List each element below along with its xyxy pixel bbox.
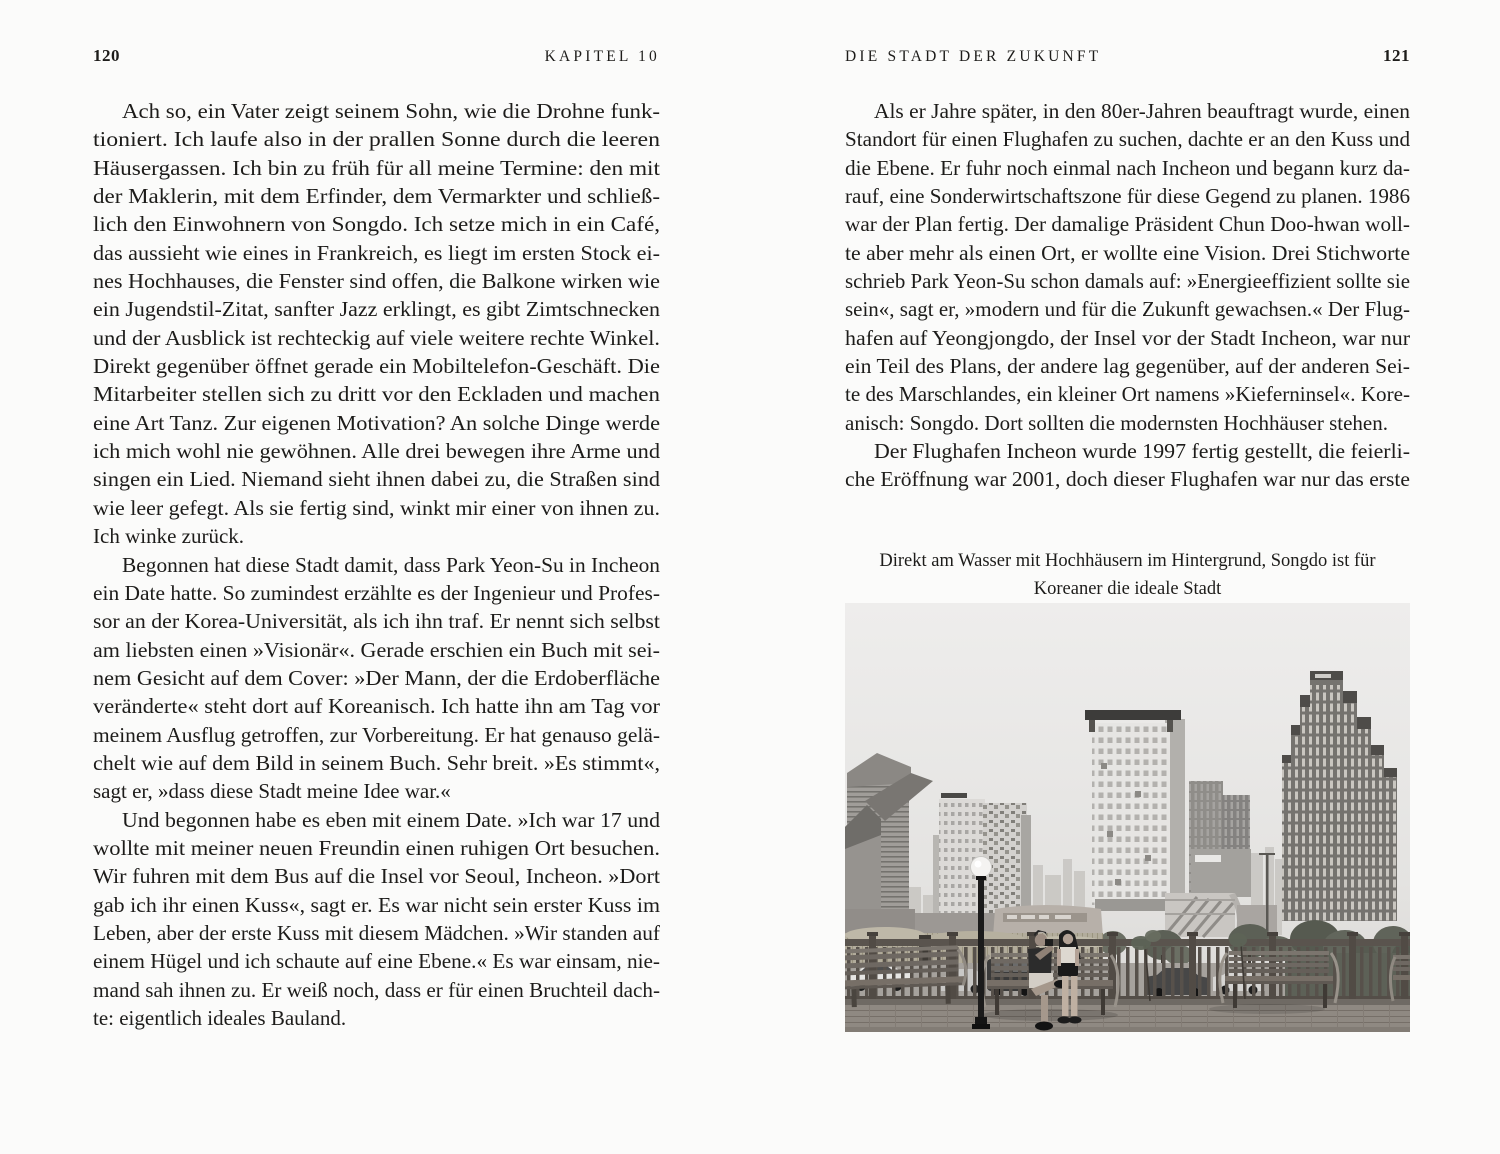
text-line: Leben, aber der erste Kuss mit diesem Mädchen. »Wir standen auf bbox=[93, 920, 660, 945]
text-line: ich mich wohl nie gewöhnen. Alle drei bewegen ihre Arme und bbox=[93, 439, 660, 464]
text-line: meinem Ausflug getroffen, zur Vorbereitung. Er hat genauso gelä- bbox=[93, 722, 660, 747]
right-page-header bbox=[845, 46, 1410, 68]
text-line: sor an der Korea-Universität, als ich ihn traf. Er nennt sich selbst bbox=[93, 609, 660, 634]
text-line: te aber mehr als einen Ort, er wollte eine Vision. Drei Stichworte bbox=[845, 240, 1410, 265]
text-line: ein Teil des Plans, der andere lag gegenüber, auf der anderen Sei- bbox=[845, 354, 1410, 379]
text-line: die Ebene. Er fuhr noch einmal nach Incheon und begann kurz da- bbox=[845, 155, 1410, 180]
text-line: Häusergassen. Ich bin zu früh für all meine Termine: den mit bbox=[93, 155, 660, 180]
text-line: lich den Einwohnern von Songdo. Ich setze mich in ein Café, bbox=[93, 212, 660, 237]
text-line: einem Hügel und ich schaute auf eine Ebene.« Es war einsam, nie- bbox=[93, 949, 660, 974]
text-line: und der Ausblick ist rechteckig auf viele weitere rechte Winkel. bbox=[93, 325, 660, 350]
text-line: rauf, eine Sonderwirtschaftszone für diese Gegend zu planen. 1986 bbox=[845, 184, 1410, 209]
text-line: schrieb Park Yeon-Su schon damals auf: »Energieeffizient sollte sie bbox=[845, 269, 1410, 294]
fence-top-rail bbox=[845, 939, 1410, 946]
text-line: das aussieht wie eines in Frankreich, es liegt im ersten Stock ei- bbox=[93, 240, 660, 265]
paragraph bbox=[845, 97, 1410, 437]
page-number-right: 121 bbox=[1383, 46, 1410, 65]
text-line: gab ich ihr einen Kuss«, sagt er. Es war nicht sein erster Kuss im bbox=[93, 892, 660, 917]
text-line: ein Date hatte. So zumindest erzählte es der Ingenieur und Profes- bbox=[93, 580, 661, 605]
left-page-body bbox=[93, 97, 660, 1032]
parking-garage bbox=[1165, 893, 1243, 937]
left-page-header bbox=[93, 46, 660, 68]
text-line: veränderte« steht dort auf Koreanisch. Ich hatte ihn am Tag vor bbox=[93, 694, 660, 719]
text-line: war der Plan fertig. Der damalige Präsident Chun Doo-hwan woll- bbox=[845, 212, 1410, 237]
text-line: mand sah ihnen zu. Er weiß noch, dass er für einen Bruchteil dach- bbox=[93, 977, 660, 1002]
text-line: te: eigentlich ideales Bauland. bbox=[93, 1006, 347, 1030]
text-line: che Eröffnung war 2001, doch dieser Flughafen war nur das erste bbox=[845, 467, 1410, 492]
text-line: chelt wie auf dem Bild in seinem Buch. Sehr breit. »Es stimmt«, bbox=[93, 750, 661, 775]
text-line: sagt er, »dass diese Stadt meine Idee war.« bbox=[93, 779, 451, 804]
text-line: te des Marschlandes, ein kleiner Ort namens »Kieferninsel«. Kore- bbox=[845, 382, 1410, 407]
text-line: wollte mit meiner neuen Freundin einen ruhigen Ort besuchen. bbox=[93, 835, 660, 860]
text-line: anisch: Songdo. Dort sollten die modernsten Hochhäuser stehen. bbox=[845, 410, 1388, 435]
glass-towers bbox=[1189, 781, 1251, 897]
text-line: ein Jugendstil-Zitat, sanfter Jazz erklingt, es gibt Zimtschnecken bbox=[93, 297, 660, 322]
central-white-tower bbox=[1085, 710, 1185, 911]
left-page bbox=[93, 0, 660, 1154]
text-line: Begonnen hat diese Stadt damit, dass Park Yeon-Su in Incheon bbox=[122, 552, 660, 577]
figure-caption bbox=[845, 548, 1410, 603]
caption-line: Direkt am Wasser mit Hochhäusern im Hintergrund, Songdo ist für bbox=[879, 551, 1376, 571]
text-line: sein«, sagt er, »modern und für die Zukunft gewachsen.« Der Flug- bbox=[845, 297, 1410, 322]
right-page bbox=[845, 0, 1410, 1154]
caption-line: Koreaner die ideale Stadt bbox=[1033, 578, 1222, 599]
text-line: Ich winke zurück. bbox=[93, 524, 245, 549]
paragraph bbox=[93, 97, 660, 551]
right-page-body bbox=[845, 97, 1410, 494]
text-line: eine Art Tanz. Zur eigenen Motivation? An solche Dinge werde bbox=[93, 410, 660, 435]
text-line: Direkt gegenüber öffnet gerade ein Mobiltelefon-Geschäft. Die bbox=[93, 354, 660, 379]
text-line: der Maklerin, mit dem Erfinder, dem Vermarkter und schließ- bbox=[93, 184, 660, 209]
paragraph bbox=[93, 551, 660, 806]
text-line: nes Hochhauses, die Fenster sind offen, die Balkone wirken wie bbox=[93, 269, 660, 294]
text-line: hafen auf Yeongjongdo, der Insel vor der Stadt Incheon, war nur bbox=[845, 325, 1410, 350]
songdo-skyline-photo bbox=[845, 603, 1410, 1032]
paragraph bbox=[93, 806, 660, 1033]
text-line: singen ein Lied. Niemand sieht ihnen dabei zu, die Straßen sind bbox=[93, 467, 660, 492]
text-line: Standort für einen Flughafen zu suchen, dachte er an den Kuss und bbox=[845, 127, 1410, 152]
text-line: Wir fuhren mit dem Bus auf die Insel vor Seoul, Incheon. »Dort bbox=[93, 864, 660, 889]
text-line: am liebsten einen »Visionär«. Gerade erschien ein Buch mit sei- bbox=[93, 637, 660, 662]
text-line: Und begonnen habe es eben mit einem Date. »Ich war 17 und bbox=[122, 807, 660, 832]
text-line: tioniert. Ich laufe also in der prallen Sonne durch die leeren bbox=[93, 127, 660, 152]
paragraph bbox=[845, 437, 1410, 494]
text-line: Ach so, ein Vater zeigt seinem Sohn, wie die Drohne funk- bbox=[122, 99, 660, 123]
text-line: wie leer gefegt. Als sie fertig sind, winkt mir einer von ihnen zu. bbox=[93, 495, 660, 520]
text-line: Der Flughafen Incheon wurde 1997 fertig gestellt, die feierli- bbox=[874, 439, 1410, 464]
running-head-chapter: KAPITEL 10 bbox=[544, 48, 660, 65]
text-line: nem Gesicht auf dem Cover: »Der Mann, der die Erdoberfläche bbox=[93, 665, 660, 690]
page-number-left: 120 bbox=[93, 46, 120, 65]
text-line: Mitarbeiter stellen sich zu dritt vor den Eckladen und machen bbox=[93, 382, 660, 407]
text-line: Als er Jahre später, in den 80er-Jahren beauftragt wurde, einen bbox=[874, 99, 1410, 123]
running-head-title: DIE STADT DER ZUKUNFT bbox=[845, 48, 1102, 65]
